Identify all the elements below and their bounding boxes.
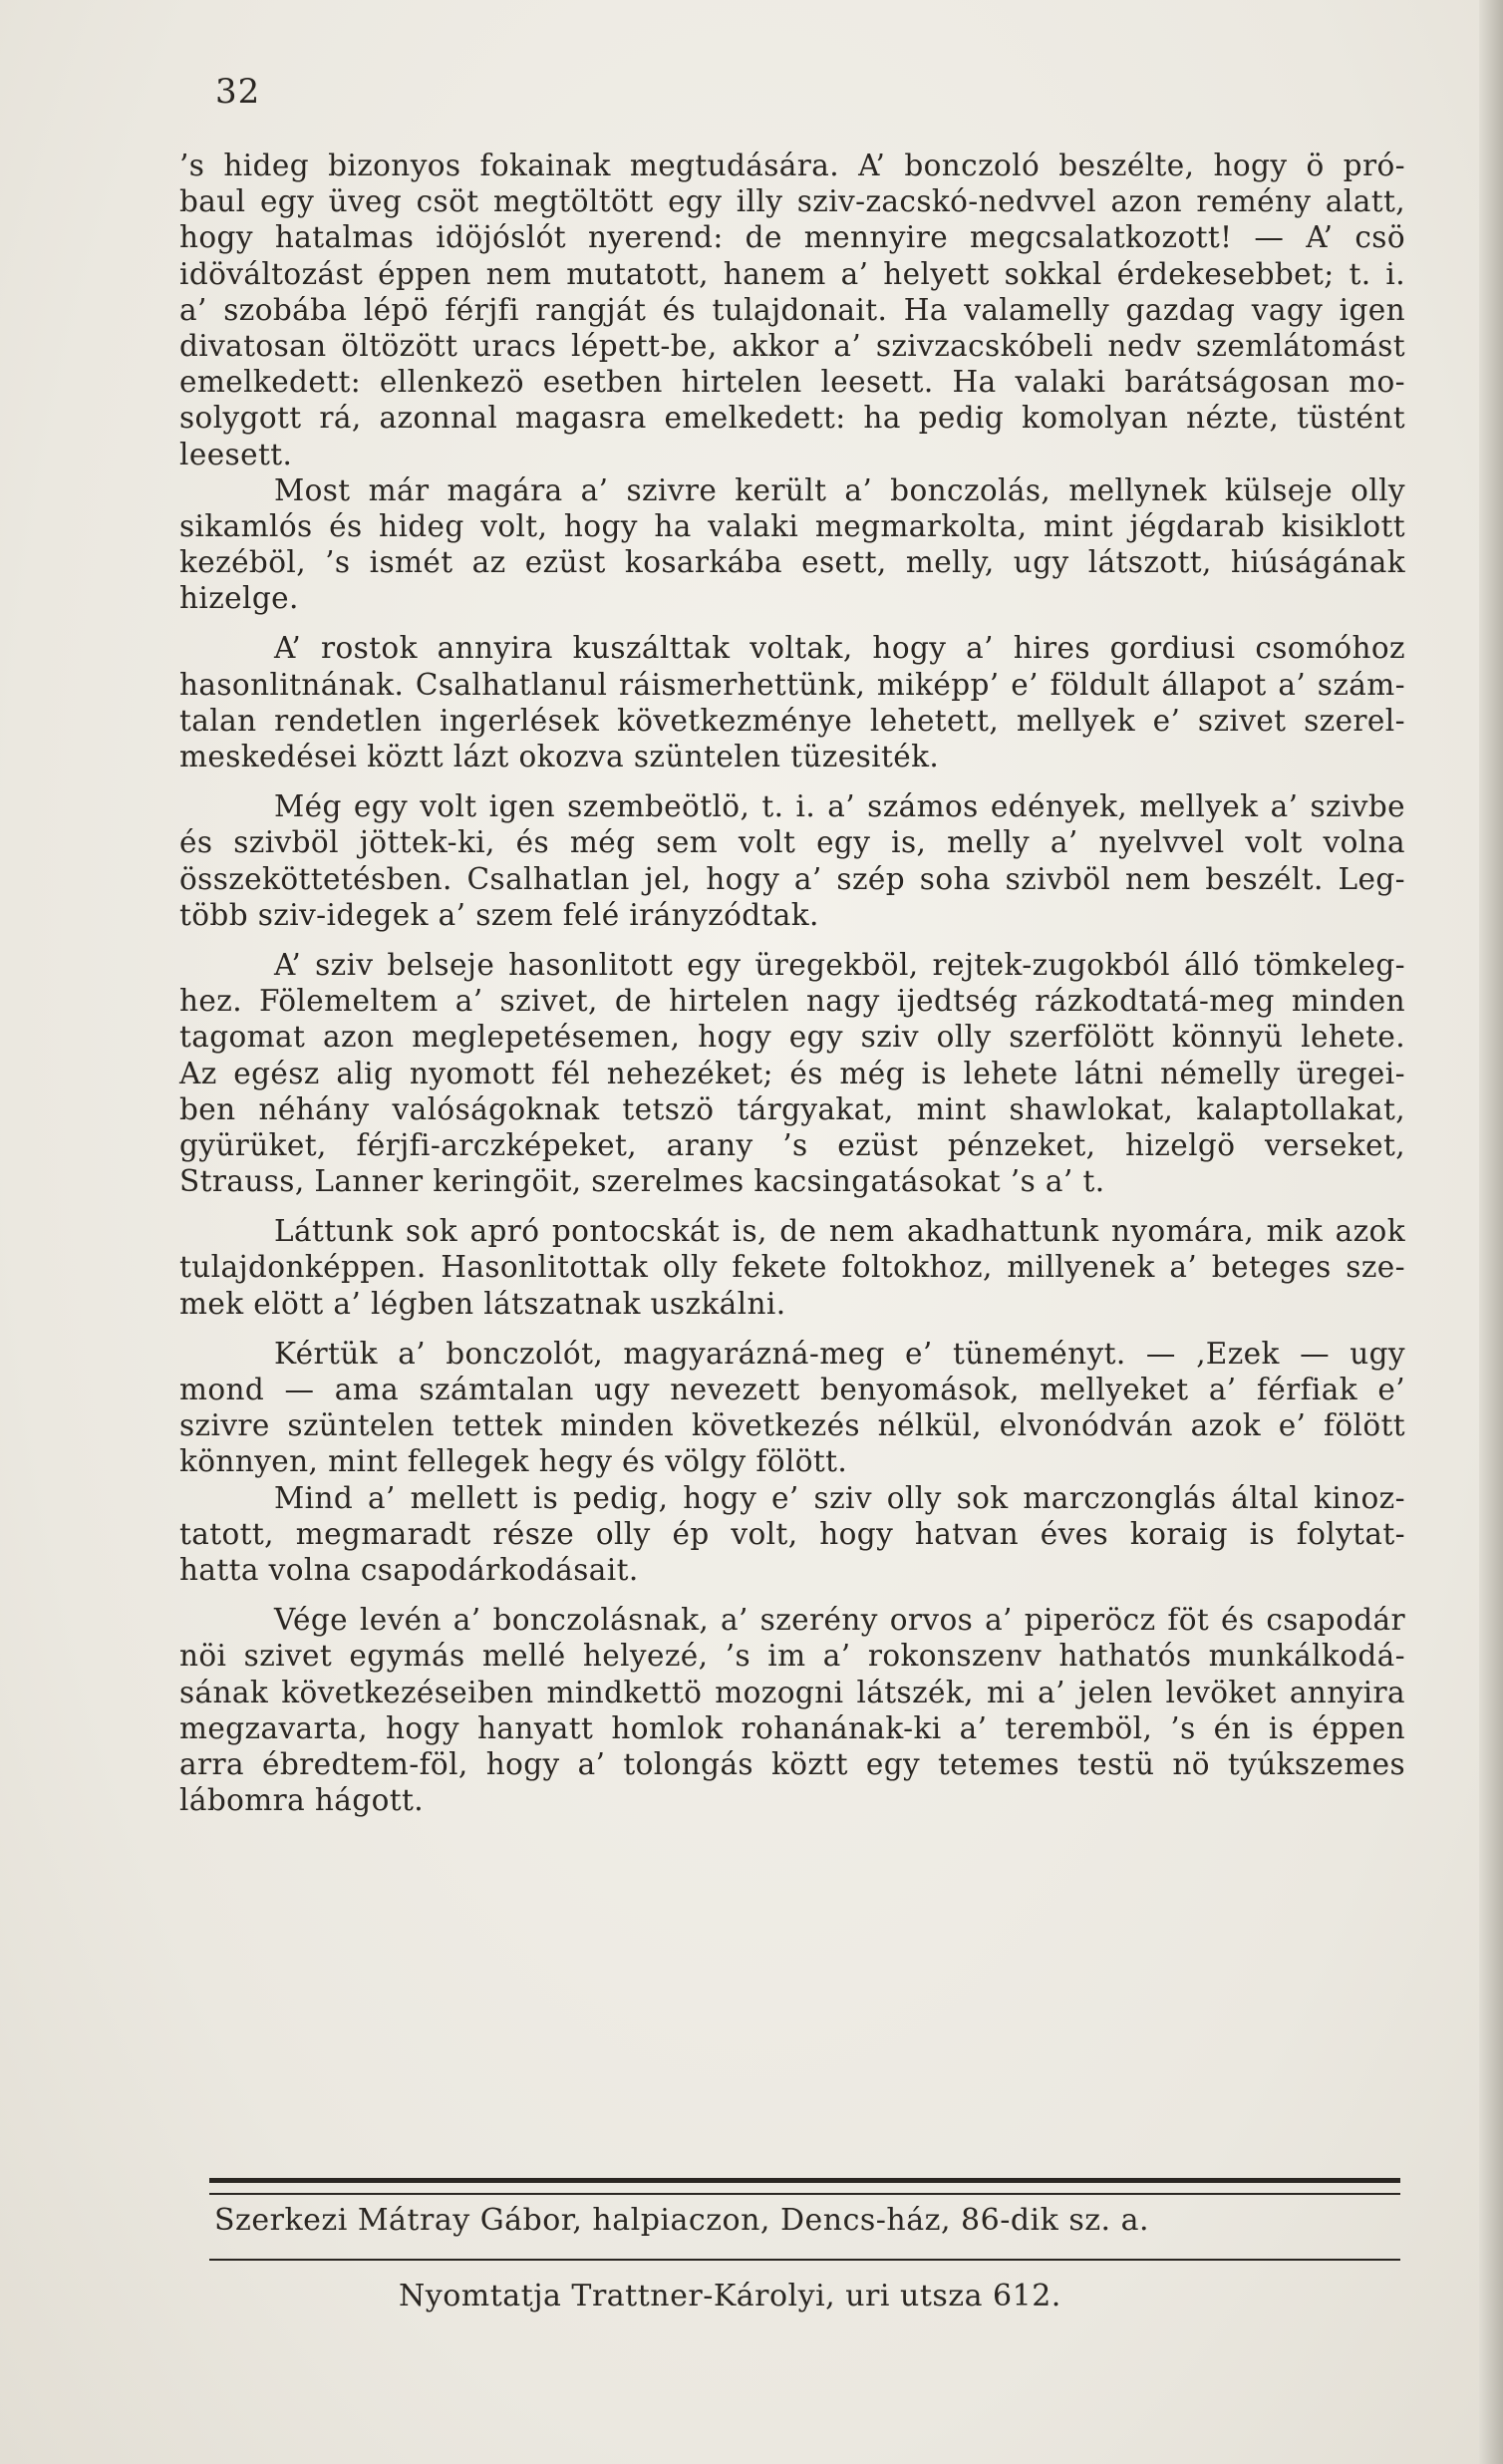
text-line: és szivböl jöttek-ki, és még sem volt egy is, melly a’ nyelvvel volt volna — [179, 825, 1405, 860]
text-line: emelkedett: ellenkezö esetben hirtelen leesett. Ha valaki barátságosan mo- — [179, 365, 1405, 400]
text-line: leesett. — [179, 437, 293, 471]
text-line: tagomat azon meglepetésemen, hogy egy sziv olly szerfölött könnyü lehete. — [179, 1020, 1405, 1055]
text-line: gyürüket, férjfi-arczképeket, arany ’s ezüst pénzeket, hizelgö verseket, — [179, 1127, 1405, 1162]
page-spine-shadow — [1479, 0, 1503, 2464]
text-line: szivre szüntelen tettek minden következés nélkül, elvonódván azok e’ fölött — [179, 1408, 1405, 1443]
paragraph-start-line: Láttunk sok apró pontocskát is, de nem akadhattunk nyomára, mik azok — [274, 1214, 1405, 1249]
editor-imprint: Szerkezi Mátray Gábor, halpiaczon, Dencs-ház, 86-dik sz. a. — [214, 2203, 1150, 2238]
paragraph-start-line: Mind a’ mellett is pedig, hogy e’ sziv olly sok marczonglás által kinoz- — [274, 1480, 1405, 1515]
text-line: baul egy üveg csöt megtöltött egy illy sziv-zacskó-nedvvel azon remény alatt, — [179, 184, 1405, 219]
text-line: tatott, megmaradt része olly ép volt, hogy hatvan éves koraig is folytat- — [179, 1516, 1405, 1551]
text-line: ben néhány valóságoknak tetszö tárgyakat, mint shawlokat, kalaptollakat, — [179, 1091, 1405, 1126]
text-line: solygott rá, azonnal magasra emelkedett: ha pedig komolyan nézte, tüstént — [179, 401, 1405, 436]
text-line: hez. Fölemeltem a’ szivet, de hirtelen nagy ijedtség rázkodtatá-meg minden — [179, 984, 1405, 1019]
text-line: a’ szobába lépö férjfi rangját és tulajdonait. Ha valamelly gazdag vagy igen — [179, 292, 1405, 327]
text-line: több sziv-idegek a’ szem felé irányzódtak. — [179, 897, 819, 932]
text-line: sának következéseiben mindkettö mozogni látszék, mi a’ jelen levöket annyira — [179, 1675, 1405, 1709]
text-line: mek elött a’ légben látszatnak uszkálni. — [179, 1286, 786, 1321]
text-line: tulajdonképpen. Hasonlitottak olly fekete foltokhoz, millyenek a’ beteges sze- — [179, 1250, 1405, 1285]
text-line: hatta volna csapodárkodásait. — [179, 1552, 639, 1587]
text-line: divatosan öltözött uracs lépett-be, akkor a’ szivzacskóbeli nedv szemlátomást — [179, 328, 1405, 363]
printer-imprint: Nyomtatja Trattner-Károlyi, uri utsza 612. — [399, 2279, 1061, 2313]
text-line: Strauss, Lanner keringöit, szerelmes kacsingatásokat ’s a’ t. — [179, 1164, 1105, 1199]
text-line: sikamlós és hideg volt, hogy ha valaki megmarkolta, mint jégdarab kisiklott — [179, 508, 1405, 543]
paragraph-start-line: Még egy volt igen szembeötlö, t. i. a’ számos edények, mellyek a’ szivbe — [274, 789, 1405, 824]
text-line: hizelge. — [179, 581, 299, 616]
thin-rule-divider — [209, 2259, 1400, 2261]
text-line: lábomra hágott. — [179, 1783, 425, 1818]
text-line: mond — ama számtalan ugy nevezett benyomások, mellyeket a’ férfiak e’ — [179, 1373, 1405, 1406]
text-line: ’s hideg bizonyos fokainak megtudására. A’ bonczoló beszélte, hogy ö pró- — [179, 149, 1405, 182]
text-line: hogy hatalmas idöjóslót nyerend: de mennyire megcsalatkozott! — A’ csö — [179, 220, 1405, 255]
paragraph-start-line: Vége levén a’ bonczolásnak, a’ szerény orvos a’ piperöcz föt és csapodár — [274, 1603, 1405, 1638]
text-line: könnyen, mint fellegek hegy és völgy fölött. — [179, 1444, 848, 1479]
text-line: összeköttetésben. Csalhatlan jel, hogy a’ szép soha szivböl nem beszélt. Leg- — [179, 861, 1405, 896]
paragraph-start-line: Most már magára a’ szivre került a’ bonczolás, mellynek külseje olly — [274, 472, 1405, 507]
double-rule-divider — [209, 2178, 1400, 2195]
page-number: 32 — [215, 72, 261, 112]
text-line: hasonlitnának. Csalhatlanul ráismerhettünk, miképp’ e’ földult állapot a’ szám- — [179, 667, 1405, 702]
text-line: kezéböl, ’s ismét az ezüst kosarkába esett, melly, ugy látszott, hiúságának — [179, 545, 1405, 580]
text-line: talan rendetlen ingerlések következménye lehetett, mellyek e’ szivet szerel- — [179, 703, 1405, 738]
text-line: idöváltozást éppen nem mutatott, hanem a’ helyett sokkal érdekesebbet; t. i. — [179, 256, 1405, 291]
text-line: megzavarta, hogy hanyatt homlok rohanának-ki a’ teremböl, ’s én is éppen — [179, 1710, 1405, 1745]
paragraph-start-line: A’ sziv belseje hasonlitott egy üregekböl, rejtek-zugokból álló tömkeleg- — [274, 947, 1405, 982]
text-line: Az egész alig nyomott fél nehezéket; és még is lehete látni némelly üregei- — [179, 1056, 1405, 1090]
text-line: meskedései köztt lázt okozva szüntelen tüzesiték. — [179, 740, 940, 773]
text-line: arra ébredtem-föl, hogy a’ tolongás köztt egy tetemes testü nö tyúkszemes — [179, 1746, 1405, 1781]
body-text — [179, 148, 1405, 1818]
paragraph-start-line: A’ rostok annyira kuszálttak voltak, hogy a’ hires gordiusi csomóhoz — [274, 631, 1405, 666]
paragraph-start-line: Kértük a’ bonczolót, magyarázná-meg e’ tüneményt. — ‚Ezek — ugy — [274, 1336, 1405, 1371]
text-line: nöi szivet egymás mellé helyezé, ’s im a’ rokonszenv hathatós munkálkodá- — [179, 1639, 1405, 1674]
